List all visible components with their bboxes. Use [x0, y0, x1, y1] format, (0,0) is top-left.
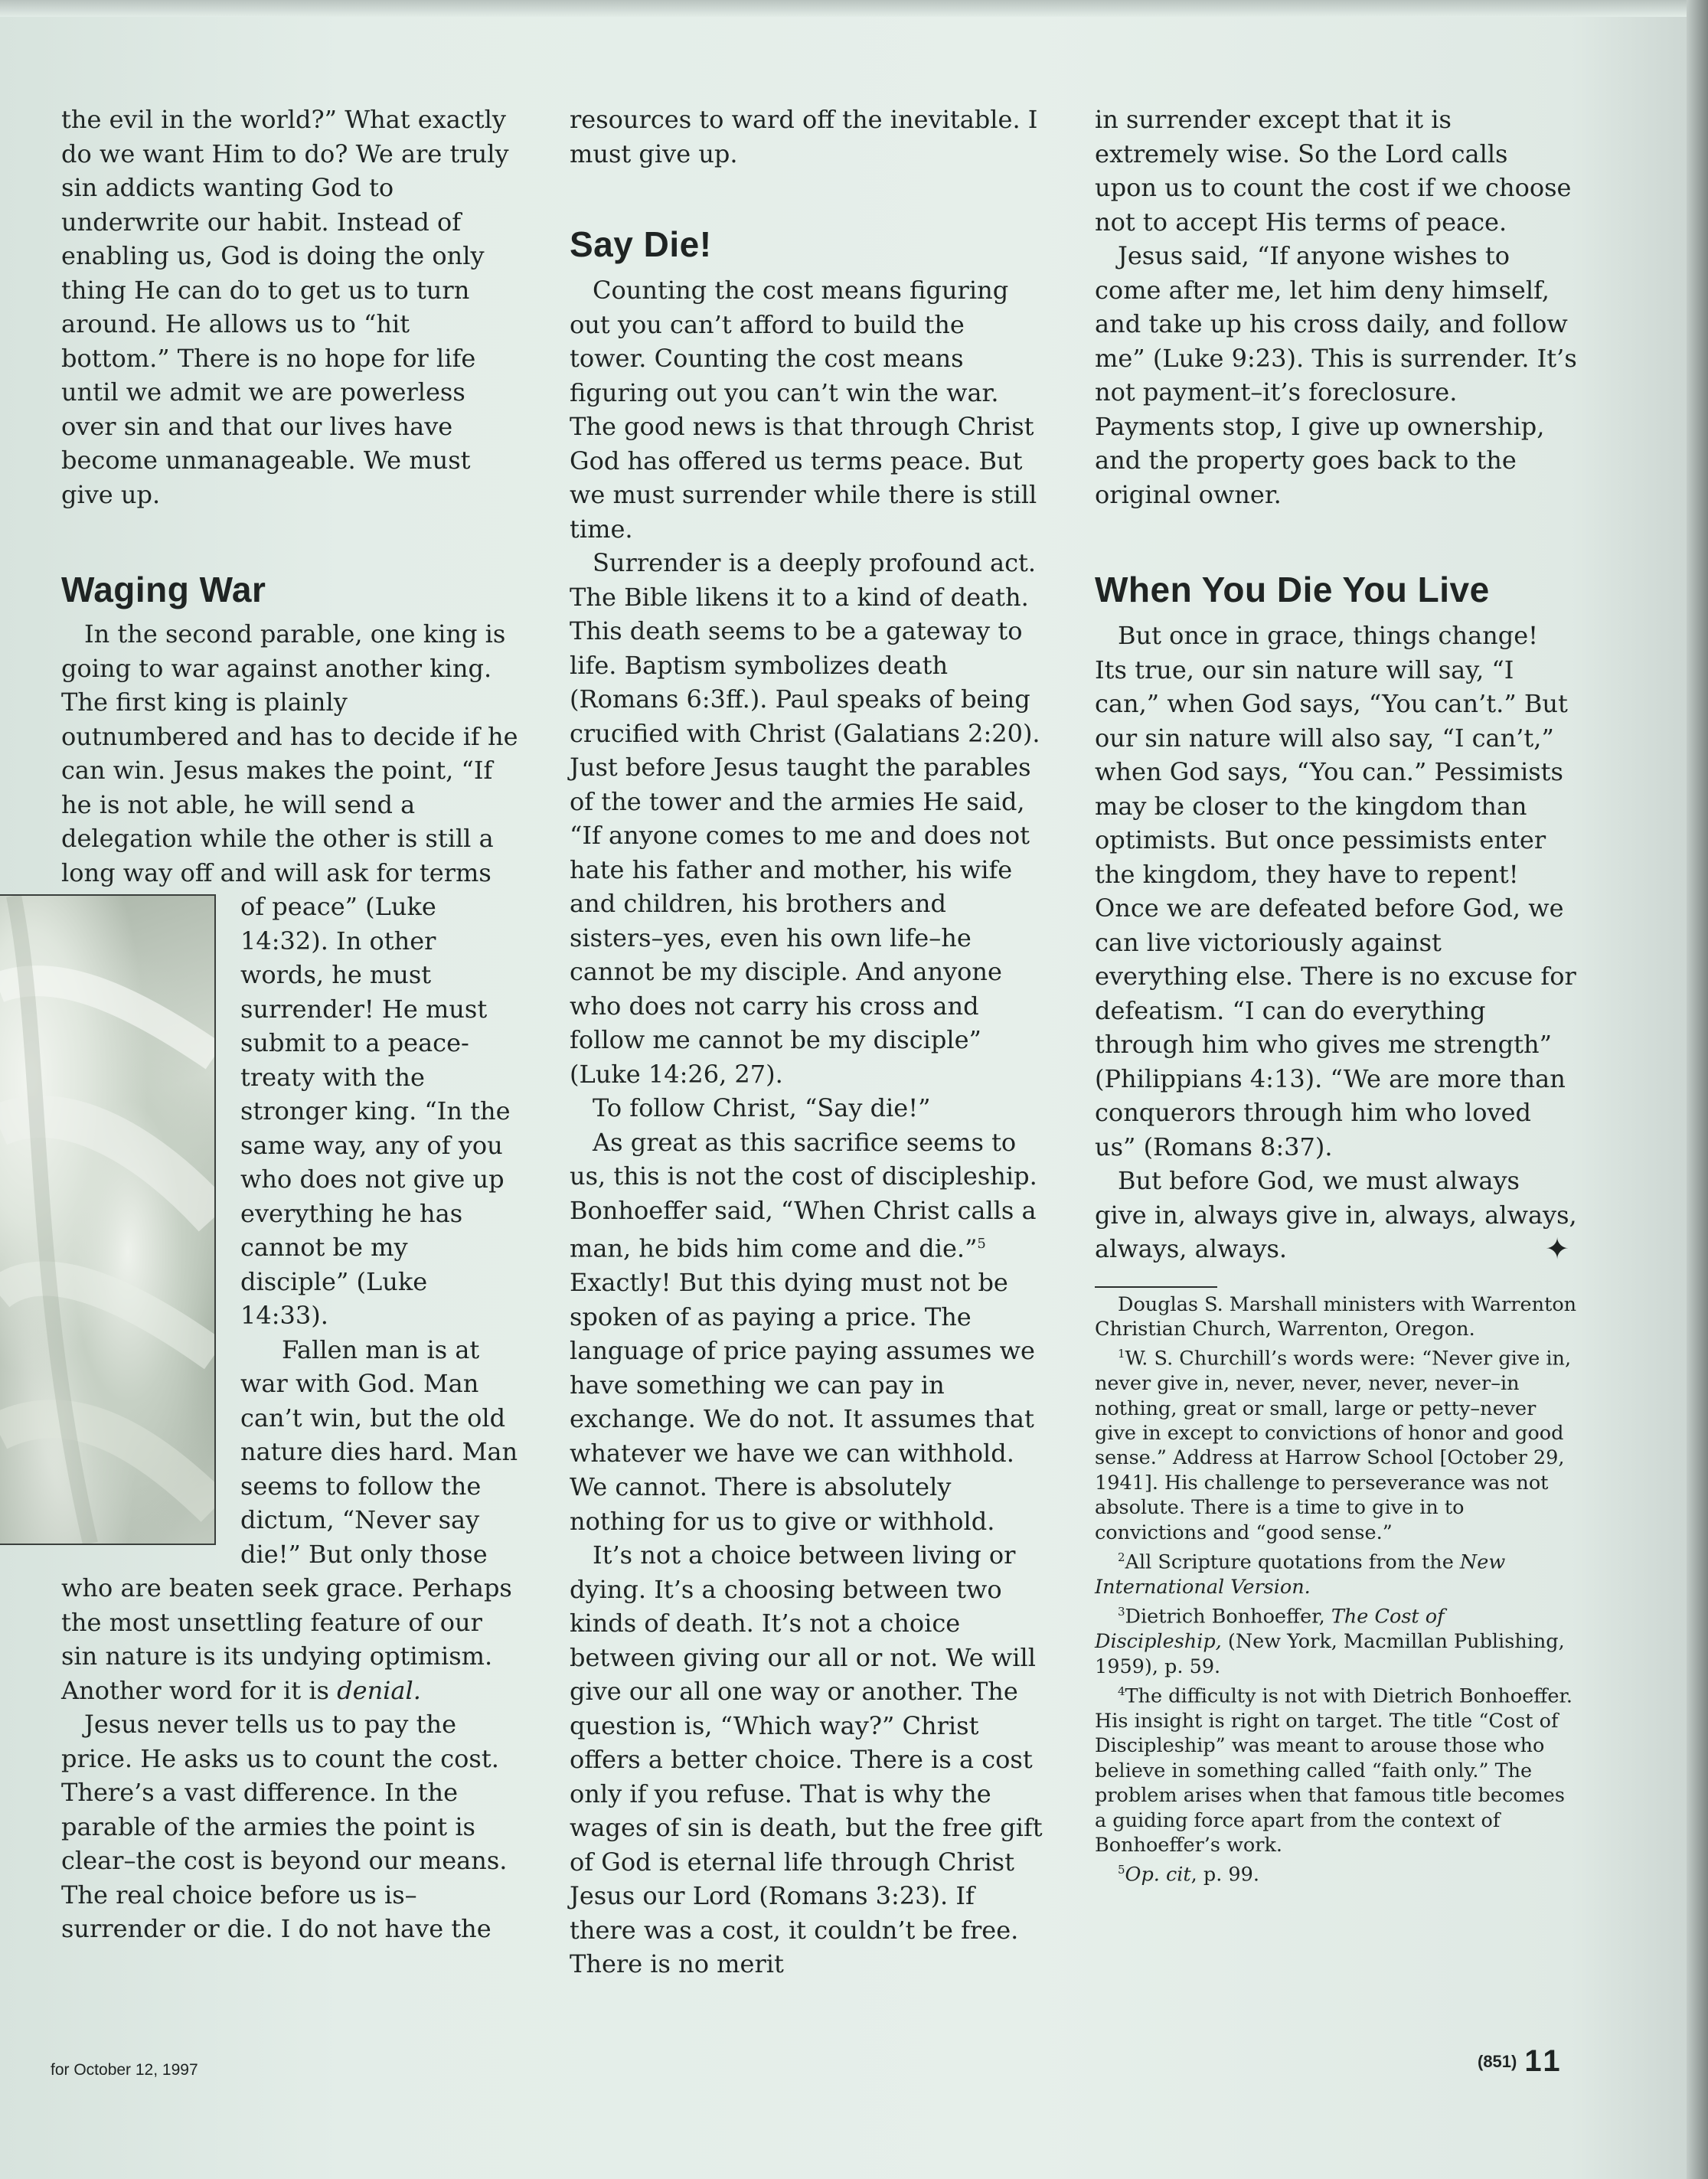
col3-paragraph-3 [1095, 1164, 1577, 1266]
footnote-3-text-b: (New York, Macmillan Publishing, 1959), p. 59. [1095, 1630, 1565, 1678]
footnote-3-mark: 3 [1118, 1605, 1125, 1619]
footnote-2 [1095, 1545, 1577, 1599]
footnote-1-mark: 1 [1118, 1347, 1125, 1361]
footer-page-info [1478, 2044, 1563, 2079]
heading-say-die: Say Die! [570, 224, 712, 264]
footnote-3-emphasis: The Cost of Discipleship, [1095, 1605, 1445, 1654]
author-bio: Douglas S. Marshall ministers with Warrenton Christian Church, Warrenton, Oregon. [1095, 1292, 1577, 1341]
footnote-2-mark: 2 [1118, 1550, 1125, 1565]
footnote-divider [1095, 1286, 1217, 1288]
footnote-5-text: , p. 99. [1190, 1863, 1259, 1887]
footnote-5-emphasis: Op. cit [1125, 1863, 1191, 1887]
column-2 [570, 103, 1044, 1981]
footer-issue-date: for October 12, 1997 [51, 2061, 198, 2079]
col1-p2-emphasis: denial. [337, 1675, 421, 1705]
footnote-ref-5: 5 [977, 1236, 986, 1252]
col3-intro-paragraph: in surrender except that it is extremely wise. So the Lord calls upon us to count the cost if we choose not to accept His terms of peace. [1095, 105, 1572, 237]
col2-paragraph-4 [570, 1125, 1044, 1539]
footnote-2-text: All Scripture quotations from the [1125, 1550, 1460, 1574]
photo-wrap [61, 890, 521, 1707]
footnote-4 [1095, 1679, 1577, 1857]
end-mark-icon: ✦ [1545, 1232, 1569, 1266]
footnote-2-emphasis: New International Version. [1095, 1550, 1506, 1599]
page-right-edge [1687, 0, 1708, 2179]
col2-paragraph-5: It’s not a choice between living or dying. It’s a choosing between two kinds of death. It’s not a choice between giving our all or not. We will give our all one way or another. The question is, “Which way?” Christ offers a better choice. There is a cost only if you refuse. That is why the wages of sin is death, but the free gift of God is eternal life through Christ Jesus our Lord (Romans 3:23). If there was a cost, it couldn’t be free. There is no merit [570, 1540, 1043, 1979]
footer-page-code: (851) [1478, 2051, 1517, 2071]
col1-paragraph-3: Jesus never tells us to pay the price. He asks us to count the cost. There’s a vast difference. In the parable of the armies the point is clear–the cost is beyond our means. The real choice before us is–surrender or die. I do not have the [61, 1710, 508, 1943]
footnote-1-text: W. S. Churchill’s words were: “Never give in, never give in, never, never, never, never–in nothing, great or small, large or petty–never give in except to convictions of honor and good sense.” Address at Harrow School [October 29, 1941]. His challenge to perseverance was not absolute. There is a time to give in to convictions and “good sense.” [1095, 1347, 1572, 1544]
col3-paragraph-1: Jesus said, “If anyone wishes to come after me, let him deny himself, and take up his cross daily, and follow me” (Luke 9:23). This is surrender. It’s not payment–it’s foreclosure. Payments stop, I give up ownership, and the property goes back to the original owner. [1095, 241, 1577, 509]
col3-p3-text: But before God, we must always give in, always give in, always, always, always, always. [1095, 1166, 1577, 1263]
col2-p4-text-b: Exactly! But this dying must not be spoken of as paying a price. The language of price paying assumes we have something we can pay in exchange. We do not. It assumes that whatever we have we can withhold. We cannot. There is absolutely nothing for us to give or withhold. [570, 1268, 1035, 1536]
column-1 [61, 103, 521, 1946]
col1-p2-text: Fallen man is at war with God. Man can’t win, but the old nature dies hard. Man seems to follow the dictum, “Never say die!” But only those who are beaten seek grace. Perhaps the most unsettling feature of our sin nature is its undying optimism. Another word for it is [61, 1335, 518, 1705]
footnote-3 [1095, 1599, 1577, 1679]
column-3 [1095, 103, 1577, 1887]
page-number: 11 [1524, 2044, 1563, 2078]
page-top-edge [0, 0, 1708, 17]
col1-paragraph-1a: In the second parable, one king is going to war against another king. The first king is plainly outnumbered and has to decide if he can win. Jesus makes the point, “If he is not able, he will send a delegation while the other is still a long way off and will ask for terms [61, 619, 518, 887]
footnote-5 [1095, 1857, 1577, 1887]
footnotes [1095, 1292, 1577, 1888]
heading-waging-war: Waging War [61, 570, 266, 609]
col3-paragraph-2: But once in grace, things change! Its true, our sin nature will say, “I can,” when God says, “You can’t.” But our sin nature will also say, “I can’t,” when God says, “You can.” Pessimists may be closer to the kingdom than optimists. But once pessimists enter the kingdom, they have to repent! Once we are defeated before God, we can live victoriously against everything else. There is no excuse for defeatism. “I can do everything through him who gives me strength” (Philippians 4:13). “We are more than conquerors through him who loved us” (Romans 8:37). [1095, 621, 1576, 1161]
footnote-5-mark: 5 [1118, 1863, 1125, 1877]
col2-paragraph-1: Counting the cost means figuring out you can’t afford to build the tower. Counting the cost means figuring out you can’t win the war. The good news is that through Christ God has offered us terms peace. But we must surrender while there is still time. [570, 276, 1037, 544]
footnote-4-text: The difficulty is not with Dietrich Bonhoeffer. His insight is right on target. The title “Cost of Discipleship” was meant to arouse those who believe in something called “faith only.” The problem arises when that famous title becomes a guiding force apart from the context of Bonhoeffer’s work. [1095, 1684, 1572, 1857]
col2-paragraph-2: Surrender is a deeply profound act. The Bible likens it to a kind of death. This death seems to be a gateway to life. Baptism symbolizes death (Romans 6:3ff.). Paul speaks of being crucified with Christ (Galatians 2:20). Just before Jesus taught the parables of the tower and the armies He said, “If anyone comes to me and does not hate his father and mother, his wife and children, his brothers and sisters–yes, even his own life–he cannot be my disciple. And anyone who does not carry his cross and follow me cannot be my disciple” (Luke 14:26, 27). [570, 548, 1040, 1089]
footnote-4-mark: 4 [1118, 1684, 1125, 1699]
col2-paragraph-3: To follow Christ, “Say die!” [593, 1093, 931, 1122]
footnote-3-text-a: Dietrich Bonhoeffer, [1125, 1605, 1331, 1629]
footnote-1 [1095, 1341, 1577, 1545]
col1-paragraph-1b: of peace” (Luke 14:32). In other words, he must surrender! He must submit to a peace-treaty with the stronger king. “In the same way, any of you who does not give up everything he has cannot be my disciple” (Luke 14:33). [240, 892, 511, 1330]
col1-intro-paragraph: the evil in the world?” What exactly do we want Him to do? We are truly sin addicts wanting God to underwrite our habit. Instead of enabling us, God is doing the only thing He can do to get us to turn around. He allows us to “hit bottom.” There is no hope for life until we admit we are powerless over sin and that our lives have become unmanageable. We must give up. [61, 105, 509, 509]
col2-p4-text-a: As great as this sacrifice seems to us, this is not the cost of discipleship. Bonhoeffer said, “When Christ calls a man, he bids him come and die.” [570, 1127, 1037, 1263]
col2-intro-paragraph: resources to ward off the inevitable. I must give up. [570, 105, 1038, 168]
photo-swirl-graphic [0, 896, 214, 1544]
heading-when-you-die-you-live: When You Die You Live [1095, 570, 1490, 609]
halftone-photo-image [0, 894, 216, 1545]
